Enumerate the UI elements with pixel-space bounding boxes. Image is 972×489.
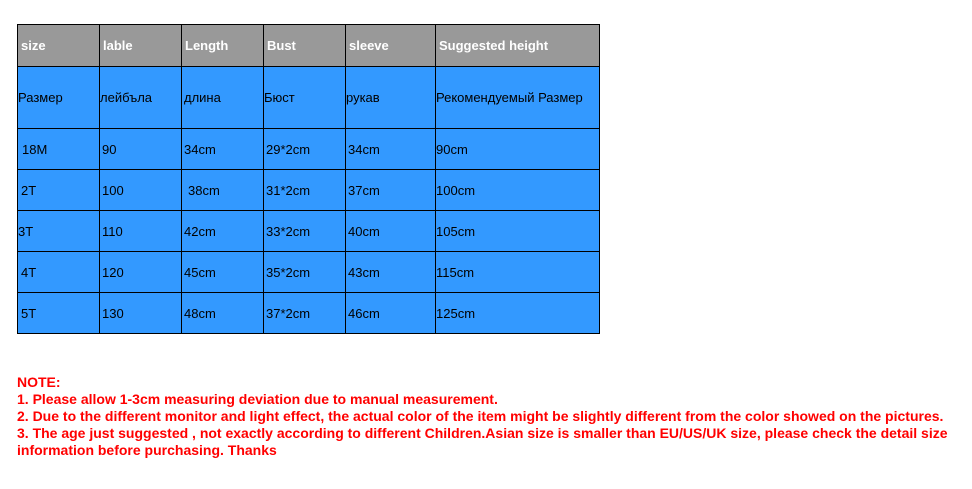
table-cell: 34cm [346,129,436,170]
table-row [18,170,600,211]
header-cell-suggested-height: Suggested height [436,25,600,67]
table-cell: 33*2cm [264,211,346,252]
table-cell: 40cm [346,211,436,252]
notes-section [17,374,962,459]
note-item-1: 1. Please allow 1-3cm measuring deviation due to manual measurement. [17,391,498,407]
table-cell: 35*2cm [264,252,346,293]
table-cell: 29*2cm [264,129,346,170]
table-cell: 37cm [346,170,436,211]
table-cell: 48cm [182,293,264,334]
table-cell: 130 [100,293,182,334]
table-cell: 100 [100,170,182,211]
table-cell: 46cm [346,293,436,334]
table-cell: 120 [100,252,182,293]
table-cell: 5T [18,293,100,334]
russian-cell-suggested-height: Рекомендуемый Размер [436,67,600,129]
table-row [18,252,600,293]
note-item-2: 2. Due to the different monitor and light effect, the actual color of the item might be slightly different from the color showed on the pictures. [17,408,944,424]
table-cell: 100cm [436,170,600,211]
table-cell: 125cm [436,293,600,334]
russian-header-row [18,67,600,129]
table-row [18,211,600,252]
note-item-3: 3. The age just suggested , not exactly according to different Children.Asian size is smaller than EU/US/UK size, please check the detail size information before purchasing. Thanks [17,425,948,458]
table-row [18,293,600,334]
russian-cell-size: Размер [18,67,100,129]
table-cell: 38cm [182,170,264,211]
table-cell: 18M [18,129,100,170]
russian-cell-sleeve: рукав [346,67,436,129]
russian-cell-bust: Бюст [264,67,346,129]
table-cell: 105cm [436,211,600,252]
header-cell-size: size [18,25,100,67]
table-row [18,129,600,170]
header-cell-label: lable [100,25,182,67]
table-cell: 34cm [182,129,264,170]
table-cell: 2T [18,170,100,211]
table-cell: 42cm [182,211,264,252]
note-title: NOTE: [17,374,61,390]
table-cell: 37*2cm [264,293,346,334]
table-cell: 110 [100,211,182,252]
table-cell: 90cm [436,129,600,170]
table-cell: 3T [18,211,100,252]
table-cell: 90 [100,129,182,170]
table-cell: 43cm [346,252,436,293]
table-cell: 4T [18,252,100,293]
header-cell-length: Length [182,25,264,67]
size-chart-table [17,24,600,334]
header-cell-sleeve: sleeve [346,25,436,67]
table-cell: 45cm [182,252,264,293]
table-cell: 31*2cm [264,170,346,211]
russian-cell-length: длина [182,67,264,129]
header-cell-bust: Bust [264,25,346,67]
table-cell: 115cm [436,252,600,293]
header-row [18,25,600,67]
russian-cell-label: лейбъла [100,67,182,129]
